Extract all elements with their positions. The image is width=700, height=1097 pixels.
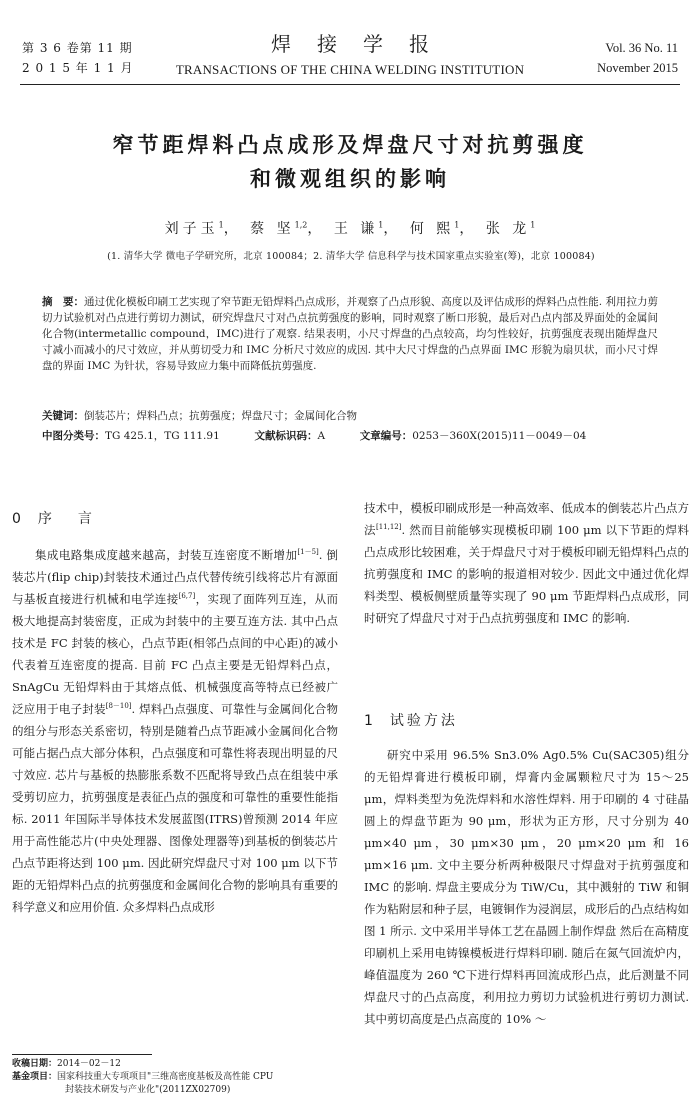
funding-line-1: 国家科技重大专项项目"三维高密度基板及高性能 CPU	[57, 1072, 274, 1082]
author-name: 何 熙	[409, 221, 455, 237]
date-en: November 2015	[597, 61, 678, 75]
received-date	[12, 1058, 342, 1071]
journal-title-cn: 焊接学报	[271, 32, 455, 56]
author-separator: ，	[223, 221, 242, 237]
funding-label: 基金项目：	[12, 1072, 58, 1082]
section-title: 试验方法	[389, 713, 458, 729]
intro-text: 技术中，模板印刷成形是一种高效率、低成本的倒装芯片凸点方法	[364, 501, 689, 537]
intro-text: ，实现了面阵列互连，从而极大地提高封装密度，正成为封装中的主要互连方法. 其中凸点技术是 FC 封装的核心，凸点节距(相邻凸点间的中心距)的减小代表着互连密度的提高. 目前 FC 凸点主要是无铅焊料凸点，SnAgCu 无铅焊料由于其熔点低、机械强度高等特点已经被广泛应用于电子封装	[12, 592, 338, 716]
keywords	[42, 408, 658, 424]
author-name: 刘子玉	[164, 221, 219, 237]
article-id-value: 0253－360X(2015)11－0049－04	[412, 430, 587, 442]
classification-line	[42, 428, 658, 444]
methods-paragraph: 研究中采用 96.5% Sn3.0% Ag0.5% Cu(SAC305)组分的无铅焊膏进行模板印刷，焊膏内金属颗粒尺寸为 15～25 μm，焊料类型为免洗焊料和水溶性焊料. 用于印刷的 4 寸硅晶圆上的焊盘节距为 90 μm，形状为正方形，尺寸分别为 40 μm×40 μm，30 μm×30 μm，20 μm×20 μm 和 16 μm×16 μm. 文中主要分析两种极限尺寸焊盘对于抗剪强度和 IMC 的影响. 焊盘主要成分为 TiW/Cu，其中溅射的 TiW 和铜作为粘附层和种子层，电镀铜作为浸润层，成形后的凸点结构如图 1 所示. 文中采用半导体工艺在晶圆上制作焊盘 然后在高精度印刷机上采用电铸镍模板进行焊料印刷. 随后在氮气回流炉内，峰值温度为 260 ℃下进行焊料再回流成形凸点，此后测量不同焊盘尺寸的凸点高度，利用拉力剪切力试验机进行剪切力测试. 其中剪切高度是凸点高度的 10% ～	[364, 748, 689, 1026]
intro-text: . 焊料凸点强度、可靠性与金属间化合物的组分与形态关系密切，特别是随着凸点节距减小金属间化合物可能占据凸点大部分体积，凸点强度和可靠性将表现出明显的尺寸效应. 芯片与基板的热膨胀系数不匹配将导致凸点在组装中承受剪切应力，抗剪强度是表征凸点的强度和可靠性的重要性能指标. 2011 年国际半导体技术发展蓝图(ITRS)曾预测 2014 年应用于高性能芯片(中央处理器、图像处理器等)到基板的倒装芯片凸点节距将达到 100 μm. 因此研究焊盘尺寸对 100 μm 以下节距的无铅焊料凸点的抗剪强度和金属间化合物的影响具有重要的科学意义和应用价值. 众多焊料凸点成形	[12, 702, 339, 914]
author-list	[0, 218, 700, 238]
header-issue-en	[597, 38, 678, 78]
doc-code-label: 文献标识码：	[254, 430, 318, 442]
abstract-text: 通过优化模板印刷工艺实现了窄节距无铅焊料凸点成形，并观察了凸点形貌、高度以及评估成形的焊料凸点性能. 利用拉力剪切力试验机对凸点进行剪切力测试，研究焊盘尺寸对凸点抗剪强度的影响，同时观察了断口形貌，最后对凸点内部及界面处的金属间化合物(intermetallic compound，IMC)进行了观察. 结果表明，小尺寸焊盘的凸点较高，均匀性较好，抗剪强度表现出随焊盘尺寸减小而减小的尺寸效应，并从剪切受力和 IMC 分析尺寸效应的成因. 其中大尺寸焊盘的凸点界面 IMC 形貌为扇贝状，而小尺寸焊盘的界面 IMC 为针状，容易导致应力集中而降低抗剪强度.	[42, 296, 658, 372]
footnote	[12, 1058, 342, 1097]
clc-label: 中图分类号：	[42, 430, 105, 442]
author-name: 蔡 坚	[250, 221, 295, 237]
author-affiliation-mark: 1	[530, 220, 536, 230]
funding-line-2: 封装技术研发与产业化"(2011ZX02709)	[65, 1085, 231, 1095]
methods-column	[364, 744, 689, 1030]
received-label: 收稿日期：	[12, 1059, 58, 1069]
received-value: 2014－02－12	[57, 1059, 121, 1069]
author-affiliation-mark: 1,2	[294, 220, 308, 230]
abstract	[42, 294, 658, 374]
author-name: 王 谦	[333, 221, 379, 237]
citation: [1－5]	[297, 548, 319, 557]
keywords-text: 倒装芯片；焊料凸点；抗剪强度；焊盘尺寸；金属间化合物	[84, 410, 357, 422]
author-separator: ，	[307, 221, 326, 237]
volume-issue-en: Vol. 36 No. 11	[605, 41, 678, 55]
intro-text: 集成电路集成度越来越高，封装互连密度不断增加	[35, 548, 298, 562]
author-affiliation-mark: 1	[218, 220, 224, 230]
header-divider	[20, 84, 680, 85]
section-number: 1	[364, 713, 374, 729]
abstract-label: 摘 要：	[42, 296, 85, 308]
citation: [11,12]	[375, 523, 402, 532]
citation: [8－10]	[105, 702, 132, 711]
date-cn: 2 0 1 5 年 1 1 月	[22, 61, 134, 75]
clc-value: TG 425.1，TG 111.91	[105, 430, 220, 442]
doc-code-value: A	[317, 430, 326, 442]
journal-title-en: TRANSACTIONS OF THE CHINA WELDING INSTITUTION	[175, 62, 525, 77]
section-heading-introduction	[12, 508, 118, 528]
title-line-2: 和微观组织的影响	[250, 167, 450, 191]
author-affiliation-mark: 1	[378, 220, 384, 230]
keywords-label: 关键词：	[42, 410, 84, 422]
left-column	[12, 544, 338, 918]
author-separator: ，	[383, 221, 402, 237]
volume-issue-cn: 第 3 6 卷第 11 期	[22, 41, 133, 55]
intro-text: . 然而目前能够实现模板印刷 100 μm 以下节距的焊料凸点成形比较困难，关于焊盘尺寸对于模板印刷无铅焊料凸点的抗剪强度和 IMC 的影响的报道相对较少. 因此文中通过优化焊料类型、模板侧壁质量等实现了 90 μm 节距焊料凸点成形，同时研究了焊盘尺寸对于凸点抗剪强度和 IMC 的影响.	[364, 523, 690, 625]
intro-text: . 倒装芯片(flip chip)封装技术通过凸点代替传统引线将芯片有源面与基板直接进行机械和电学连接	[12, 548, 339, 606]
author-name: 张 龙	[485, 221, 531, 237]
section-title: 序言	[37, 511, 118, 527]
title-line-1: 窄节距焊料凸点成形及焊盘尺寸对抗剪强度	[112, 133, 588, 157]
article-id-label: 文章编号：	[359, 430, 413, 442]
journal-header	[140, 32, 560, 80]
author-separator: ，	[459, 221, 478, 237]
intro-paragraph-continued	[364, 497, 689, 629]
section-heading-methods	[364, 710, 458, 730]
section-number: 0	[12, 511, 22, 527]
footnote-divider	[12, 1054, 152, 1055]
funding	[12, 1071, 342, 1084]
affiliations: (1. 清华大学 微电子学研究所，北京 100084；2. 清华大学 信息科学与技术国家重点实验室(筹)，北京 100084)	[107, 251, 595, 262]
header-issue-cn	[22, 38, 134, 78]
citation: [6,7]	[178, 592, 196, 601]
paper-title	[0, 128, 700, 196]
right-column	[364, 497, 689, 629]
intro-paragraph	[12, 544, 338, 918]
author-affiliation-mark: 1	[454, 220, 460, 230]
